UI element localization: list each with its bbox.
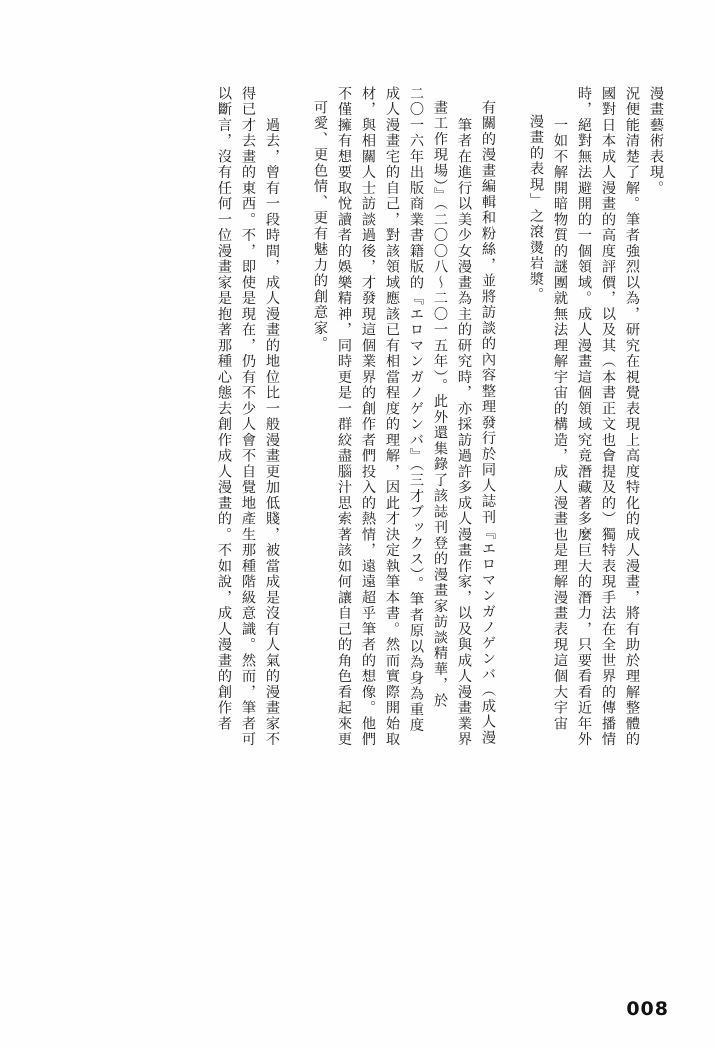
text-column: 不僅擁有想要取悅讀者的娛樂精神，同時更是一群絞盡腦汁思索著該如何讓自己的角色看起來更: [336, 86, 352, 748]
text-column: 一如不解開暗物質的謎團就無法理解宇宙的構造，成人漫畫也是理解漫畫表現這個大宇宙: [552, 86, 568, 732]
text-column: 國對日本成人漫畫的高度評價，以及其（本書正文也會提及的）獨特表現手法在全世界的傳播情: [600, 86, 616, 748]
text-column-spacer: [495, 86, 519, 946]
text-column-spacer: [279, 86, 303, 946]
text-column: 成人漫畫宅的自己，對該領域應該已有相當程度的理解，因此才決定執筆本書。然而實際開始取: [384, 86, 400, 748]
text-column: 可愛、更色情、更有魅力的創意家。: [312, 100, 328, 352]
text-column: 漫畫藝術表現。: [648, 86, 664, 197]
text-column: 二〇一六年出版商業書籍版的『エロマンガノゲンバ』（三才ブックス）。筆者原以為身為重度: [408, 86, 424, 734]
text-column: 時，絕對無法避開的一個領域。成人漫畫這個領域究竟潛藏著多麼巨大的潛力，只要看看近年外: [576, 86, 592, 748]
vertical-text-body: [60, 86, 663, 946]
text-column: 以斷言，沒有任何一位漫畫家是抱著那種心態去創作成人漫畫的。不如說，成人漫畫的創作者: [216, 86, 232, 732]
text-column: 況便能清楚了解。筆者強烈以為，研究在視覺表現上高度特化的成人漫畫，將有助於理解整體的: [624, 86, 640, 748]
text-column: 有關的漫畫編輯和粉絲，並將訪談的內容整理發行於同人誌刊『エロマンガノゲンバ（成人漫: [480, 100, 496, 746]
text-column: 漫畫的表現」之滾燙岩漿。: [528, 114, 544, 303]
text-column: 材，與相關人士訪談過後，才發現這個業界的創作者們投入的熱情，遠遠超乎筆者的想像。他們: [360, 86, 376, 748]
text-column: 過去，曾有一段時間，成人漫畫的地位比一般漫畫更加低賤，被當成是沒有人氣的漫畫家不: [264, 86, 280, 748]
text-column: 得已才去畫的東西。不，即使是現在，仍有不少人會不自覺地產生那種階級意識。然而，筆者可: [240, 86, 256, 748]
text-column: 筆者在進行以美少女漫畫為主的研究時，亦採訪過許多成人漫畫作家，以及與成人漫畫業界: [456, 86, 472, 748]
text-column: 畫工作現場）』（二〇〇八～二〇一五年）。此外還集錄了該誌刊登的漫畫家訪談精華，於: [432, 100, 448, 709]
page-number: 008: [626, 998, 669, 1020]
